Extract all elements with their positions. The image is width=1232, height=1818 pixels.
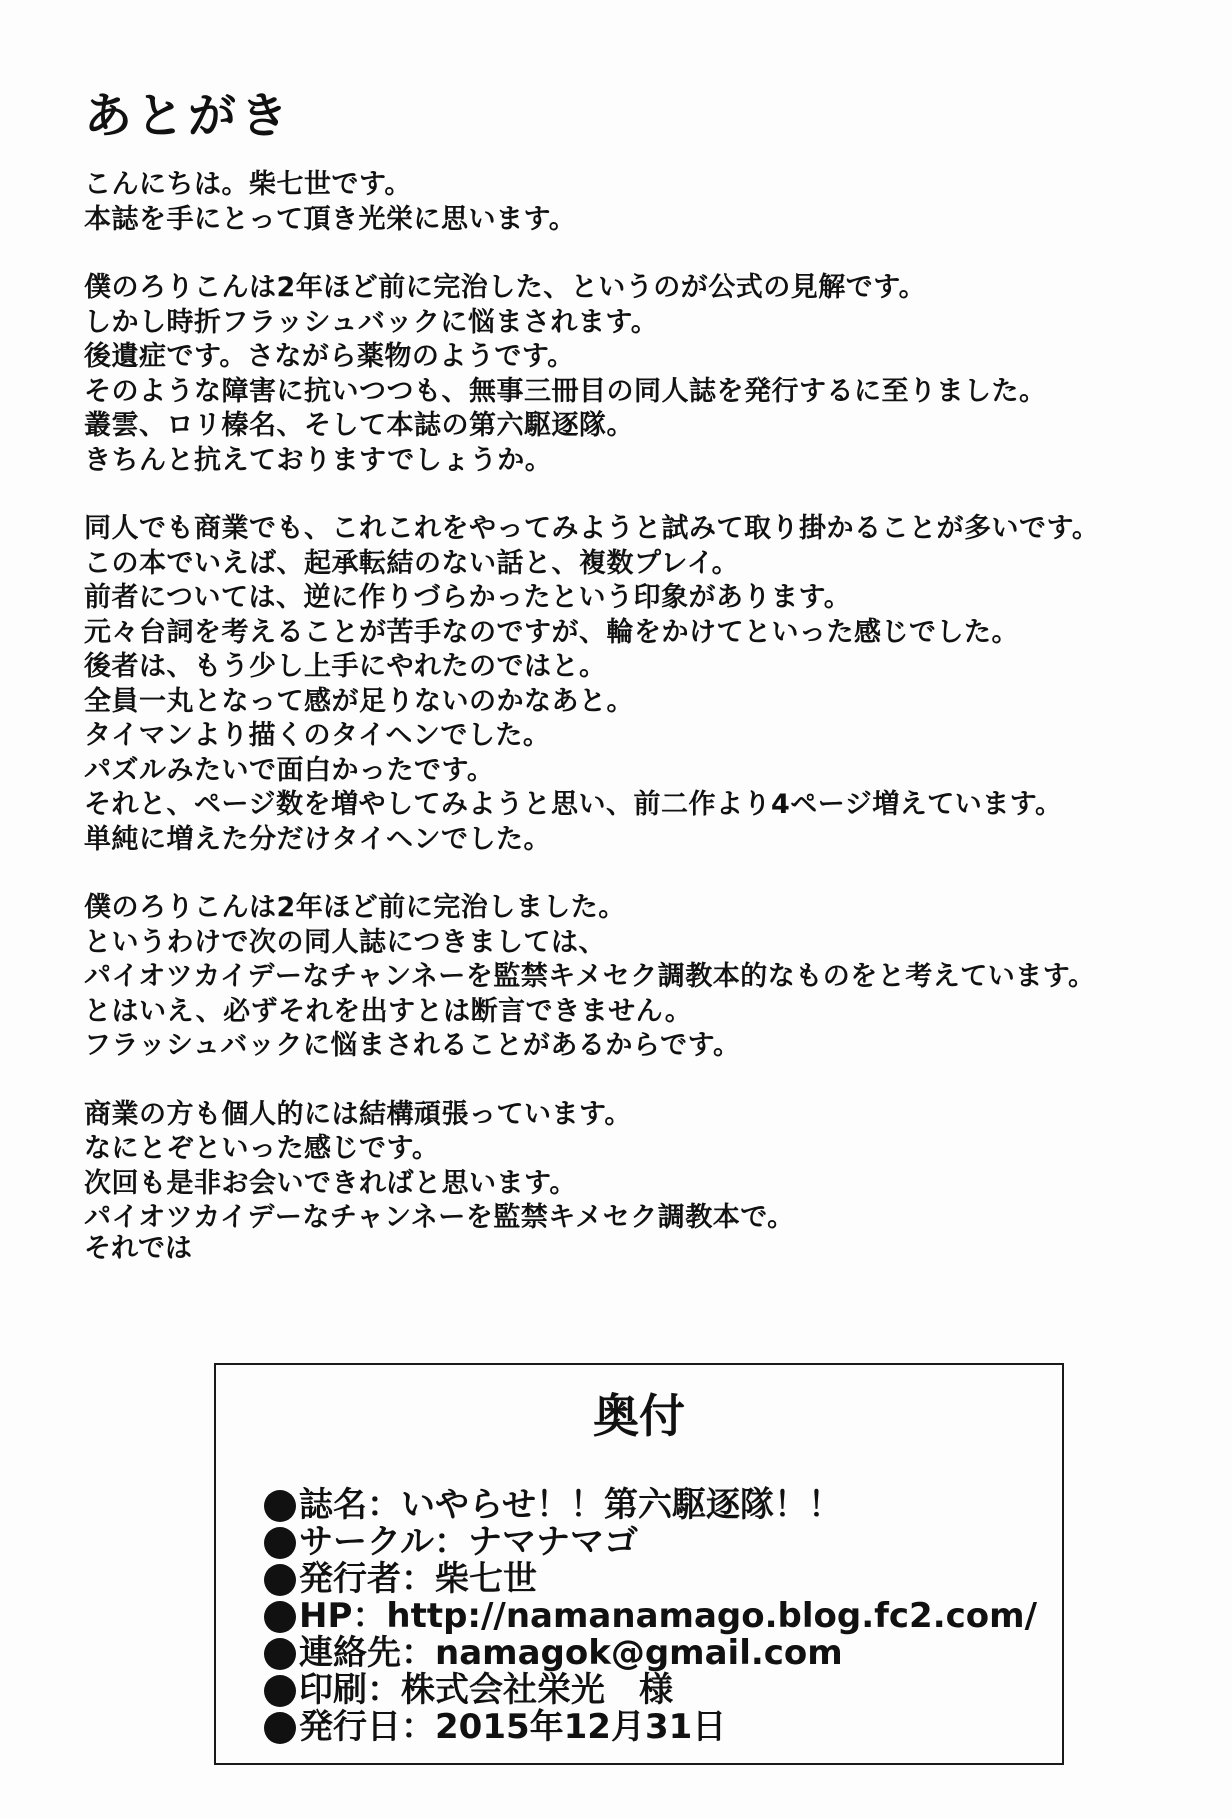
afterword-paragraph xyxy=(84,512,1204,857)
text-line: 僕のろりこんは2年ほど前に完治しました。 xyxy=(84,892,626,923)
bullet-icon xyxy=(264,1712,296,1744)
bullet-icon xyxy=(264,1490,296,1522)
text-line: というわけで次の同人誌につきましては、 xyxy=(84,926,606,958)
colophon-item-text: 発行者：柴七世 xyxy=(299,1559,537,1599)
text-line: タイマンより描くのタイヘンでした。 xyxy=(84,720,551,751)
bullet-icon xyxy=(264,1527,296,1559)
text-line: こんにちは。柴七世です。 xyxy=(84,169,412,200)
colophon-item-contact xyxy=(264,1635,1037,1672)
text-line: パズルみたいで面白かったです。 xyxy=(84,754,495,786)
text-line: 叢雲、ロリ榛名、そして本誌の第六駆逐隊。 xyxy=(84,410,634,441)
afterword-paragraph xyxy=(84,1098,1204,1236)
afterword-closing: それでは xyxy=(84,1233,192,1264)
colophon-item-title xyxy=(264,1487,1037,1524)
colophon-title: 奥付 xyxy=(593,1389,685,1443)
colophon-item-text: 連絡先：namagok@gmail.com xyxy=(299,1633,843,1673)
colophon-item-text: 発行日：2015年12月31日 xyxy=(299,1707,727,1747)
colophon-item-printer xyxy=(264,1672,1037,1709)
colophon-item-text: 誌名：いやらせ！！第六駆逐隊！！ xyxy=(299,1485,842,1525)
text-line: 全員一丸となって感が足りないのかなあと。 xyxy=(84,685,634,717)
afterword-title: あとがき xyxy=(84,88,293,144)
text-line: フラッシュバックに悩まされることがあるからです。 xyxy=(84,1030,741,1061)
text-line: この本でいえば、起承転結のない話と、複数プレイ。 xyxy=(84,547,740,579)
text-line: 本誌を手にとって頂き光栄に思います。 xyxy=(84,203,577,235)
text-line: 商業の方も個人的には結構頑張っています。 xyxy=(84,1098,632,1130)
text-line: 後者は、もう少し上手にやれたのではと。 xyxy=(84,651,607,682)
text-line: 元々台詞を考えることが苦手なのですが、輪をかけてといった感じでした。 xyxy=(84,616,1019,648)
colophon-item-date xyxy=(264,1709,1037,1746)
text-line: しかし時折フラッシュバックに悩まされます。 xyxy=(84,306,659,338)
text-line: それと、ページ数を増やしてみようと思い、前二作より4ページ増えています。 xyxy=(84,789,1063,820)
text-line: パイオツカイデーなチャンネーを監禁キメセク調教本で。 xyxy=(84,1202,795,1233)
colophon-item-publisher xyxy=(264,1561,1037,1598)
text-line: 次回も是非お会いできればと思います。 xyxy=(84,1167,577,1199)
colophon-item-text: HP：http://namanamago.blog.fc2.com/ xyxy=(299,1596,1037,1636)
text-line: 僕のろりこんは2年ほど前に完治した、というのが公式の見解です。 xyxy=(84,272,927,303)
text-line: 同人でも商業でも、これこれをやってみようと試みて取り掛かることが多いです。 xyxy=(84,513,1100,544)
afterword-body xyxy=(84,168,1204,1270)
text-line: とはいえ、必ずそれを出すとは断言できません。 xyxy=(84,995,693,1027)
text-line: 前者については、逆に作りづらかったという印象があります。 xyxy=(84,582,852,613)
text-line: きちんと抗えておりますでしょうか。 xyxy=(84,444,553,476)
afterword-paragraph xyxy=(84,271,1204,478)
bullet-icon xyxy=(264,1564,296,1596)
text-line: 後遺症です。さながら薬物のようです。 xyxy=(84,341,575,372)
bullet-icon xyxy=(264,1601,296,1633)
bullet-icon xyxy=(264,1675,296,1707)
text-line: パイオツカイデーなチャンネーを監禁キメセク調教本的なものをと考えています。 xyxy=(84,961,1096,992)
text-line: なにとぞといった感じです。 xyxy=(84,1133,440,1164)
text-line: そのような障害に抗いつつも、無事三冊目の同人誌を発行するに至りました。 xyxy=(84,375,1047,407)
colophon-item-text: 印刷：株式会社栄光 様 xyxy=(299,1670,673,1710)
afterword-paragraph xyxy=(84,168,1204,237)
colophon-item-text: サークル：ナマナマゴ xyxy=(299,1522,638,1562)
colophon-item-circle xyxy=(264,1524,1037,1561)
colophon-list xyxy=(264,1487,1037,1746)
text-line: 単純に増えた分だけタイヘンでした。 xyxy=(84,823,551,855)
bullet-icon xyxy=(264,1638,296,1670)
colophon-item-homepage xyxy=(264,1598,1037,1635)
colophon-box xyxy=(214,1363,1064,1765)
afterword-paragraph xyxy=(84,891,1204,1064)
